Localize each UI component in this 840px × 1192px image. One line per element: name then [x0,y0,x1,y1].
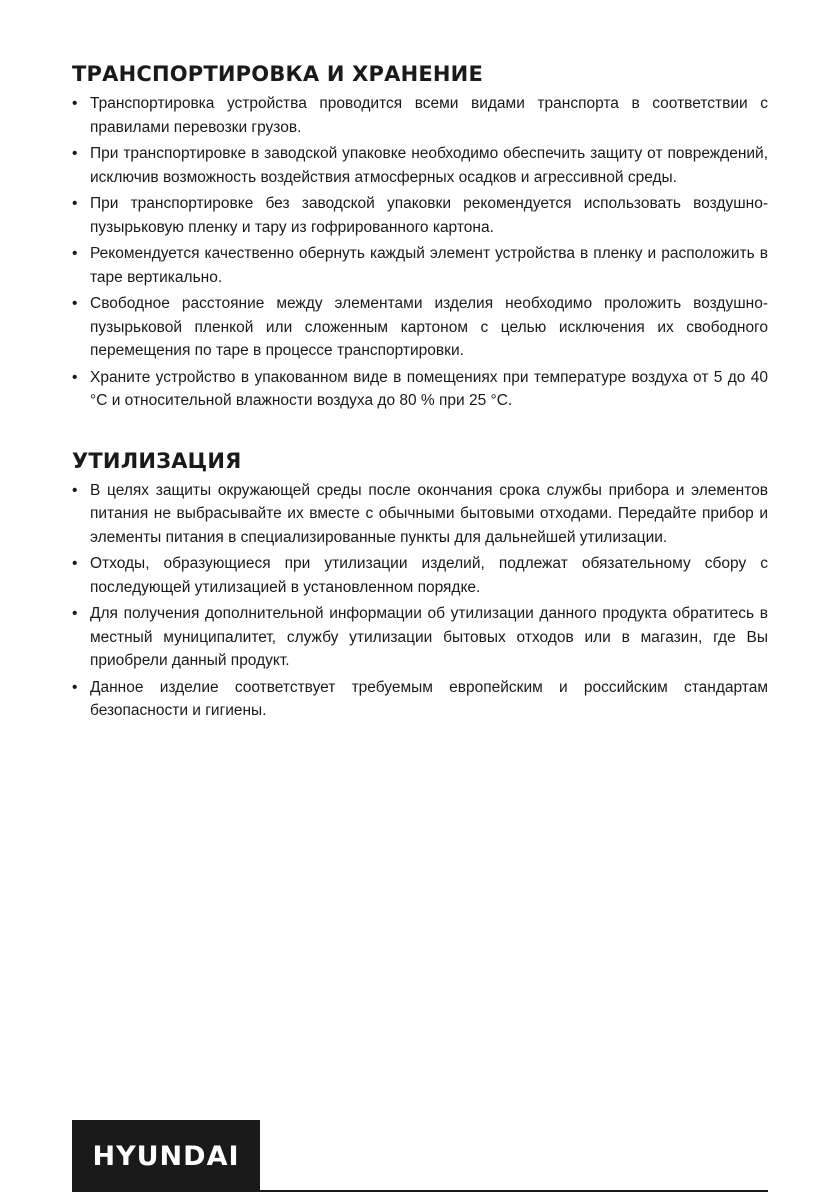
list-item [72,142,768,189]
list-item-text: Отходы, образующиеся при утилизации изделий, подлежат обязательному сбору с последующей утилизацией в установленном порядке. [90,555,768,596]
brand-logo-text: HYUNDAI [92,1140,240,1172]
bullet-icon: • [72,605,78,622]
list-item [72,602,768,673]
list-item-text: Данное изделие соответствует требуемым европейским и российским стандартам безопасности и гигиены. [90,678,768,719]
list-item-text: В целях защиты окружающей среды после окончания срока службы прибора и элементов питания не выбрасывайте их вместе с обычными бытовыми отходами. Передайте прибор и элементы питания в специализированные пункты для дальнейшей утилизации. [90,481,768,546]
list-item-text: Для получения дополнительной информации об утилизации данного продукта обратитесь в местный муниципалитет, службу утилизации бытовых отходов или в магазин, где Вы приобрели данный продукт. [90,605,768,669]
section-transport [72,62,768,413]
bullet-icon: • [72,145,78,162]
document-page [72,62,768,726]
section-disposal [72,449,768,723]
bullet-icon: • [72,295,78,312]
list-item [72,192,768,239]
bullet-icon: • [72,678,78,696]
list-item [72,552,768,599]
bullet-icon: • [72,195,78,212]
bullet-icon: • [72,555,78,572]
list-item-text: При транспортировке без заводской упаковки рекомендуется использовать воздушно-пузырьковую пленку и тару из гофрированного картона. [90,195,768,236]
bullet-icon: • [72,368,78,386]
list-item [72,242,768,289]
list-item [72,292,768,363]
disposal-list [72,479,768,723]
list-item [72,676,768,723]
bullet-icon: • [72,245,78,262]
list-item [72,366,768,413]
list-item-text: При транспортировке в заводской упаковке необходимо обеспечить защиту от повреждений, исключив возможность воздействия атмосферных осадков и агрессивной среды. [90,145,768,186]
list-item [72,92,768,139]
list-item-text: Храните устройство в упакованном виде в помещениях при температуре воздуха от 5 до 40 °С и относительной влажности воздуха до 80 % при 25 °С. [90,368,768,409]
section-title-disposal: УТИЛИЗАЦИЯ [72,448,242,473]
list-item [72,479,768,550]
transport-list [72,92,768,413]
list-item-text: Свободное расстояние между элементами изделия необходимо проложить воздушно-пузырьковой пленкой или сложенным картоном с целью исключения их свободного перемещения по таре в процессе транспортировки. [90,295,768,359]
list-item-text: Рекомендуется качественно обернуть каждый элемент устройства в пленку и расположить в таре вертикально. [90,245,768,286]
bullet-icon: • [72,481,78,499]
brand-logo [72,1120,260,1192]
list-item-text: Транспортировка устройства проводится всеми видами транспорта в соответствии с правилами перевозки грузов. [90,95,768,136]
bullet-icon: • [72,95,78,112]
section-title-transport: ТРАНСПОРТИРОВКА И ХРАНЕНИЕ [72,62,483,86]
